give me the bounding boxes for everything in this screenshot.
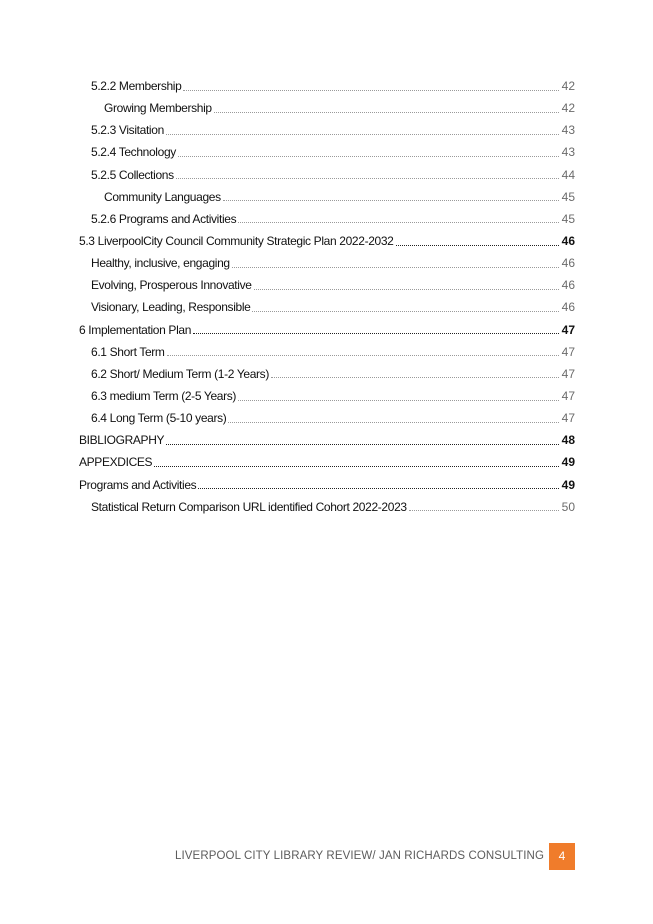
- toc-entry[interactable]: [79, 164, 575, 186]
- toc-entry[interactable]: [79, 97, 575, 119]
- toc-entry-page: 47: [561, 344, 575, 359]
- toc-entry-title: 6.4 Long Term (5-10 years): [91, 411, 227, 426]
- toc-entry-page: 42: [561, 79, 575, 93]
- toc-entry[interactable]: [79, 252, 575, 274]
- page-number: 4: [558, 849, 566, 863]
- toc-entry-title: Programs and Activities: [79, 477, 197, 492]
- toc-leader-dots: [271, 363, 559, 378]
- toc-entry-page: 46: [561, 300, 575, 315]
- toc-entry-page: 50: [561, 499, 575, 514]
- toc-entry-page: 42: [561, 101, 575, 116]
- table-of-contents: [79, 75, 575, 518]
- toc-leader-dots: [166, 430, 559, 445]
- toc-entry[interactable]: [79, 385, 575, 407]
- toc-entry-title: Evolving, Prosperous Innovative: [91, 278, 252, 293]
- toc-entry[interactable]: [79, 451, 575, 473]
- toc-entry-title: 6 Implementation Plan: [79, 322, 192, 337]
- toc-leader-dots: [228, 408, 559, 423]
- toc-entry-page: 46: [561, 233, 575, 248]
- toc-entry-title: Community Languages: [104, 189, 221, 204]
- toc-leader-dots: [166, 120, 559, 135]
- toc-entry-page: 47: [561, 366, 575, 381]
- toc-entry-page: 47: [561, 411, 575, 426]
- toc-entry[interactable]: [79, 496, 575, 518]
- toc-entry[interactable]: [79, 274, 575, 296]
- toc-entry-page: 48: [561, 433, 575, 448]
- toc-entry-page: 49: [561, 455, 575, 470]
- toc-entry-title: 5.2.3 Visitation: [91, 123, 164, 138]
- toc-leader-dots: [178, 142, 559, 157]
- toc-entry-page: 45: [561, 189, 575, 204]
- toc-entry-title: APPEXDICES: [79, 455, 153, 470]
- toc-leader-dots: [154, 452, 559, 467]
- toc-entry[interactable]: [79, 75, 575, 97]
- footer-title: LIVERPOOL CITY LIBRARY REVIEW/ JAN RICHARDS CONSULTING: [174, 850, 544, 862]
- toc-entry[interactable]: [79, 230, 575, 252]
- toc-entry[interactable]: [79, 341, 575, 363]
- toc-entry-title: Visionary, Leading, Responsible: [91, 300, 251, 315]
- toc-entry-page: 49: [561, 477, 575, 492]
- toc-entry-page: 43: [561, 145, 575, 160]
- page-number-badge: [549, 843, 575, 870]
- toc-entry[interactable]: [79, 208, 575, 230]
- toc-entry[interactable]: [79, 474, 575, 496]
- toc-entry-title: 5.2.4 Technology: [91, 145, 176, 160]
- toc-leader-dots: [167, 341, 559, 356]
- toc-leader-dots: [252, 297, 559, 312]
- toc-leader-dots: [176, 164, 559, 179]
- toc-leader-dots: [409, 496, 559, 511]
- toc-entry-page: 46: [561, 278, 575, 293]
- toc-entry-title: 5.2.5 Collections: [91, 167, 174, 182]
- toc-entry[interactable]: [79, 363, 575, 385]
- toc-entry-title: 6.3 medium Term (2-5 Years): [91, 388, 237, 403]
- toc-entry-page: 45: [561, 211, 575, 226]
- toc-entry[interactable]: [79, 407, 575, 429]
- toc-entry-title: 5.3 LiverpoolCity Council Community Strategic Plan 2022-2032: [79, 233, 394, 248]
- toc-entry-title: 6.1 Short Term: [91, 344, 165, 359]
- toc-entry-page: 46: [561, 256, 575, 271]
- toc-entry-title: 6.2 Short/ Medium Term (1-2 Years): [91, 366, 269, 381]
- toc-entry[interactable]: [79, 296, 575, 318]
- toc-leader-dots: [214, 98, 559, 113]
- page-footer: [0, 843, 653, 870]
- toc-leader-dots: [198, 474, 559, 489]
- toc-leader-dots: [396, 231, 559, 246]
- toc-leader-dots: [254, 275, 559, 290]
- toc-entry-page: 47: [561, 388, 575, 403]
- toc-leader-dots: [238, 208, 559, 223]
- toc-entry-title: 5.2.2 Membership: [91, 79, 182, 93]
- toc-entry-title: Statistical Return Comparison URL identified Cohort 2022-2023: [91, 499, 407, 514]
- toc-entry-title: Growing Membership: [104, 101, 212, 116]
- toc-leader-dots: [183, 76, 559, 91]
- toc-leader-dots: [238, 386, 559, 401]
- toc-entry[interactable]: [79, 429, 575, 451]
- toc-entry-title: Healthy, inclusive, engaging: [91, 256, 230, 271]
- toc-entry[interactable]: [79, 119, 575, 141]
- toc-entry-page: 43: [561, 123, 575, 138]
- toc-entry-page: 47: [561, 322, 575, 337]
- toc-entry-title: BIBLIOGRAPHY: [79, 433, 165, 448]
- toc-leader-dots: [223, 186, 559, 201]
- toc-entry[interactable]: [79, 319, 575, 341]
- toc-entry[interactable]: [79, 141, 575, 163]
- toc-entry-page: 44: [561, 167, 575, 182]
- toc-leader-dots: [232, 253, 559, 268]
- toc-leader-dots: [193, 319, 559, 334]
- toc-entry-title: 5.2.6 Programs and Activities: [91, 211, 237, 226]
- toc-entry[interactable]: [79, 186, 575, 208]
